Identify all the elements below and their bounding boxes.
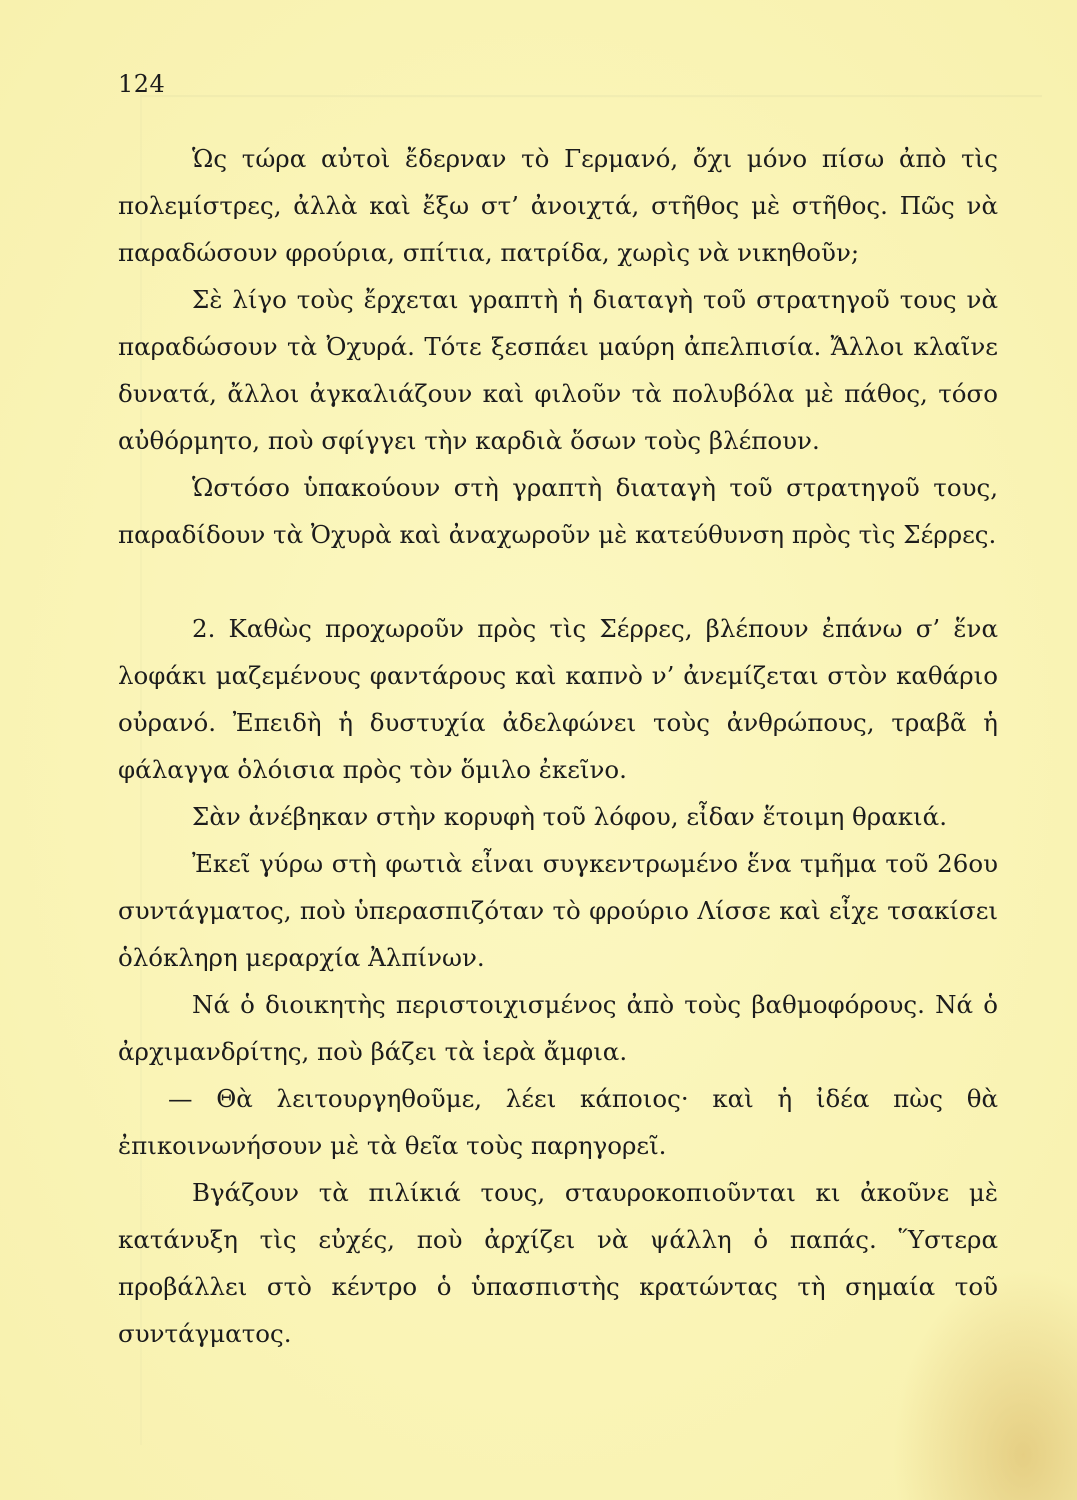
body-text — [118, 135, 998, 1357]
paragraph: Βγάζουν τὰ πιλίκιά τους, σταυροκοπιοῦνται κι ἀκοῦνε μὲ κατάνυξη τὶς εὐχές, ποὺ ἀρχίζει νὰ ψάλλη ὁ παπάς. Ὕστερα προβάλλει στὸ κέντρο ὁ ὑπασπιστὴς κρατώντας τὴ σημαία τοῦ συντάγματος. — [118, 1178, 998, 1348]
paragraph: Ἐκεῖ γύρω στὴ φωτιὰ εἶναι συγκεντρωμένο ἕνα τμῆμα τοῦ 26ου συντάγματος, ποὺ ὑπερασπιζόταν τὸ φρούριο Λίσσε καὶ εἶχε τσακίσει ὁλόκληρη μεραρχία Ἀλπίνων. — [118, 849, 998, 972]
dialogue-paragraph: — Θὰ λειτουργηθοῦμε, λέει κάποιος· καὶ ἡ ἰδέα πὼς θὰ ἐπικοινωνήσουν μὲ τὰ θεῖα τοὺς παρηγορεῖ. — [118, 1084, 998, 1160]
page-number: 124 — [118, 70, 166, 98]
paragraph: Σὲ λίγο τοὺς ἔρχεται γραπτὴ ἡ διαταγὴ τοῦ στρατηγοῦ τους νὰ παραδώσουν τὰ Ὀχυρά. Τότε ξεσπάει μαύρη ἀπελπισία. Ἄλλοι κλαῖνε δυνατά, ἄλλοι ἀγκαλιάζουν καὶ φιλοῦν τὰ πολυβόλα μὲ πάθος, τόσο αὐθόρμητο, ποὺ σφίγγει τὴν καρδιὰ ὅσων τοὺς βλέπουν. — [118, 285, 998, 455]
paragraph: Σὰν ἀνέβηκαν στὴν κορυφὴ τοῦ λόφου, εἶδαν ἕτοιμη θρακιά. — [192, 802, 947, 831]
paragraph: Ὡστόσο ὑπακούουν στὴ γραπτὴ διαταγὴ τοῦ στρατηγοῦ τους, παραδίδουν τὰ Ὀχυρὰ καὶ ἀναχωροῦν μὲ κατεύθυνση πρὸς τὶς Σέρρες. — [118, 473, 998, 549]
section-paragraph: 2. Καθὼς προχωροῦν πρὸς τὶς Σέρρες, βλέπουν ἐπάνω σ’ ἕνα λοφάκι μαζεμένους φαντάρους καὶ καπνὸ ν’ ἀνεμίζεται στὸν καθάριο οὐρανό. Ἐπειδὴ ἡ δυστυχία ἀδελφώνει τοὺς ἀνθρώπους, τραβᾶ ἡ φάλαγγα ὁλόισια πρὸς τὸν ὅμιλο ἐκεῖνο. — [118, 614, 998, 784]
section-gap — [118, 558, 998, 605]
paragraph: Νά ὁ διοικητὴς περιστοιχισμένος ἀπὸ τοὺς βαθμοφόρους. Νά ὁ ἀρχιμανδρίτης, ποὺ βάζει τὰ ἱερὰ ἄμφια. — [118, 990, 998, 1066]
paragraph: Ὡς τώρα αὐτοὶ ἔδερναν τὸ Γερμανό, ὄχι μόνο πίσω ἀπὸ τὶς πολεμίστρες, ἀλλὰ καὶ ἔξω στ’ ἀνοιχτά, στῆθος μὲ στῆθος. Πῶς νὰ παραδώσουν φρούρια, σπίτια, πατρίδα, χωρὶς νὰ νικηθοῦν; — [118, 144, 998, 267]
